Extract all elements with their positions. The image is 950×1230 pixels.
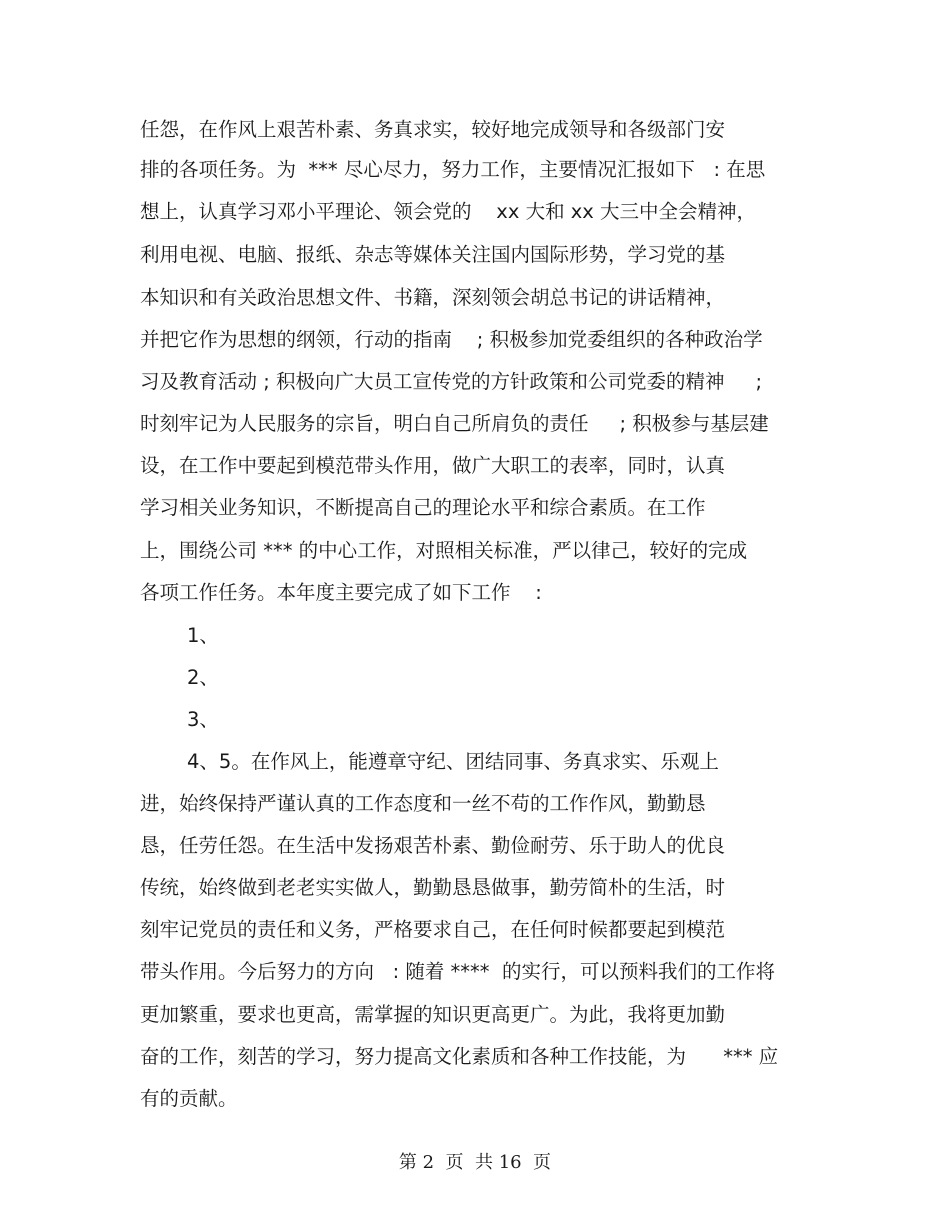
body-line: 带头作用。今后努力的方向 : 随着 **** 的实行，可以预料我们的工作将 xyxy=(140,960,775,983)
body-line: 排的各项任务。为 *** 尽心尽力，努力工作，主要情况汇报如下 : 在思 xyxy=(140,158,766,181)
body-line: 各项工作任务。本年度主要完成了如下工作 : xyxy=(140,581,542,604)
body-line: 恳，任劳任怨。在生活中发扬艰苦朴素、勤俭耐劳、乐于助人的优良 xyxy=(140,834,726,857)
body-line: 学习相关业务知识，不断提高自己的理论水平和综合素质。在工作 xyxy=(140,496,706,519)
body-line: 上，围绕公司 *** 的中心工作，对照相关标准，严以律己，较好的完成 xyxy=(140,539,748,562)
body-line: 本知识和有关政治思想文件、书籍，深刻领会胡总书记的讲话精神， xyxy=(140,286,726,309)
body-line: 进，始终保持严谨认真的工作态度和一丝不苟的工作作风，勤勤恳 xyxy=(140,792,706,815)
body-line: 传统，始终做到老老实实做人，勤勤恳恳做事，勤劳简朴的生活，时 xyxy=(140,876,726,899)
body-line: 设，在工作中要起到模范带头作用，做广大职工的表率，同时，认真 xyxy=(140,454,726,477)
body-line: 时刻牢记为人民服务的宗旨，明白自己所肩负的责任 ; 积极参与基层建 xyxy=(140,412,769,435)
list-item: 4、5。在作风上，能遵章守纪、团结同事、务真求实、乐观上 xyxy=(187,750,719,773)
body-line: 并把它作为思想的纲领，行动的指南 ; 积极参加党委组织的各种政治学 xyxy=(140,328,763,351)
body-line: 更加繁重，要求也更高，需掌握的知识更高更广。为此，我将更加勤 xyxy=(140,1003,726,1026)
body-line: 习及教育活动 ; 积极向广大员工宣传党的方针政策和公司党委的精神 ; xyxy=(140,370,763,393)
body-line: 想上，认真学习邓小平理论、领会党的 xx 大和 xx 大三中全会精神， xyxy=(140,200,757,223)
body-line: 奋的工作，刻苦的学习，努力提高文化素质和各种工作技能，为 *** 应 xyxy=(140,1045,779,1068)
body-line: 任怨，在作风上艰苦朴素、务真求实，较好地完成领导和各级部门安 xyxy=(140,118,726,141)
body-line: 利用电视、电脑、报纸、杂志等媒体关注国内国际形势，学习党的基 xyxy=(140,243,726,266)
body-line: 刻牢记党员的责任和义务，严格要求自己，在任何时候都要起到模范 xyxy=(140,918,726,941)
body-line: 有的贡献。 xyxy=(140,1087,238,1110)
page-number-footer: 第 2 页 共 16 页 xyxy=(398,1152,552,1173)
list-item: 1、 xyxy=(187,624,219,647)
list-item: 2、 xyxy=(187,666,219,689)
list-item: 3、 xyxy=(187,708,219,731)
